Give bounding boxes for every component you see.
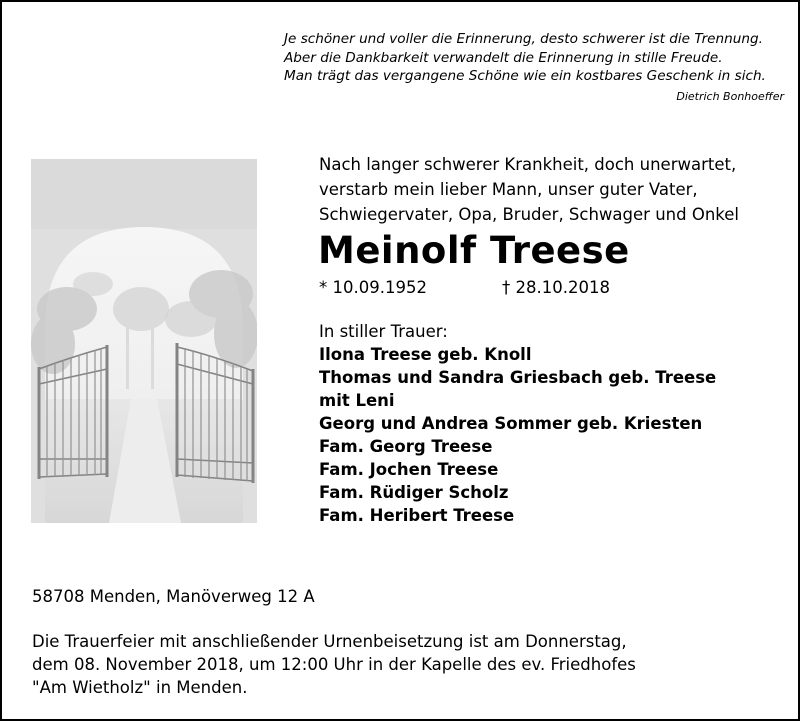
quote-line: Man trägt das vergangene Schöne wie ein kostbares Geschenk in sich.: [284, 68, 766, 84]
quote-line: Aber die Dankbarkeit verwandelt die Erinnerung in stille Freude.: [284, 49, 723, 66]
funeral-ceremony-info: [32, 630, 792, 699]
mourners-list: [319, 320, 789, 527]
intro-line: Schwiegervater, Opa, Bruder, Schwager und Onkel: [319, 205, 739, 224]
family-address: 58708 Menden, Manöverweg 12 A: [32, 587, 315, 606]
quote-line: Je schöner und voller die Erinnerung, desto schwerer ist die Trennung.: [284, 31, 763, 47]
ceremony-line: Die Trauerfeier mit anschließender Urnenbeisetzung ist am Donnerstag,: [32, 632, 627, 651]
ceremony-line: "Am Wietholz" in Menden.: [32, 678, 248, 697]
bonhoeffer-quote: [284, 30, 784, 106]
mourner-name: Fam. Heribert Treese: [319, 506, 515, 525]
intro-line: Nach langer schwerer Krankheit, doch unerwartet,: [319, 155, 737, 174]
ceremony-line: dem 08. November 2018, um 12:00 Uhr in der Kapelle des ev. Friedhofes: [32, 655, 636, 674]
mourner-name: Fam. Jochen Treese: [319, 460, 499, 479]
mourner-name: Thomas und Sandra Griesbach geb. Treese: [319, 368, 717, 387]
intro-line: verstarb mein lieber Mann, unser guter Vater,: [319, 180, 698, 199]
death-date: † 28.10.2018: [502, 278, 610, 297]
mourners-heading: In stiller Trauer:: [319, 322, 448, 341]
mourner-name: Georg und Andrea Sommer geb. Kriesten: [319, 414, 703, 433]
mourner-name: Fam. Georg Treese: [319, 437, 493, 456]
deceased-name: Meinolf Treese: [318, 229, 630, 272]
death-announcement-text: [319, 152, 787, 227]
birth-date: * 10.09.1952: [319, 278, 427, 297]
mourner-name: mit Leni: [319, 391, 395, 410]
mourner-name: Fam. Rüdiger Scholz: [319, 483, 509, 502]
quote-author: Dietrich Bonhoeffer: [676, 89, 784, 103]
mourner-name: Ilona Treese geb. Knoll: [319, 345, 532, 364]
cemetery-gate-image: [31, 159, 257, 523]
